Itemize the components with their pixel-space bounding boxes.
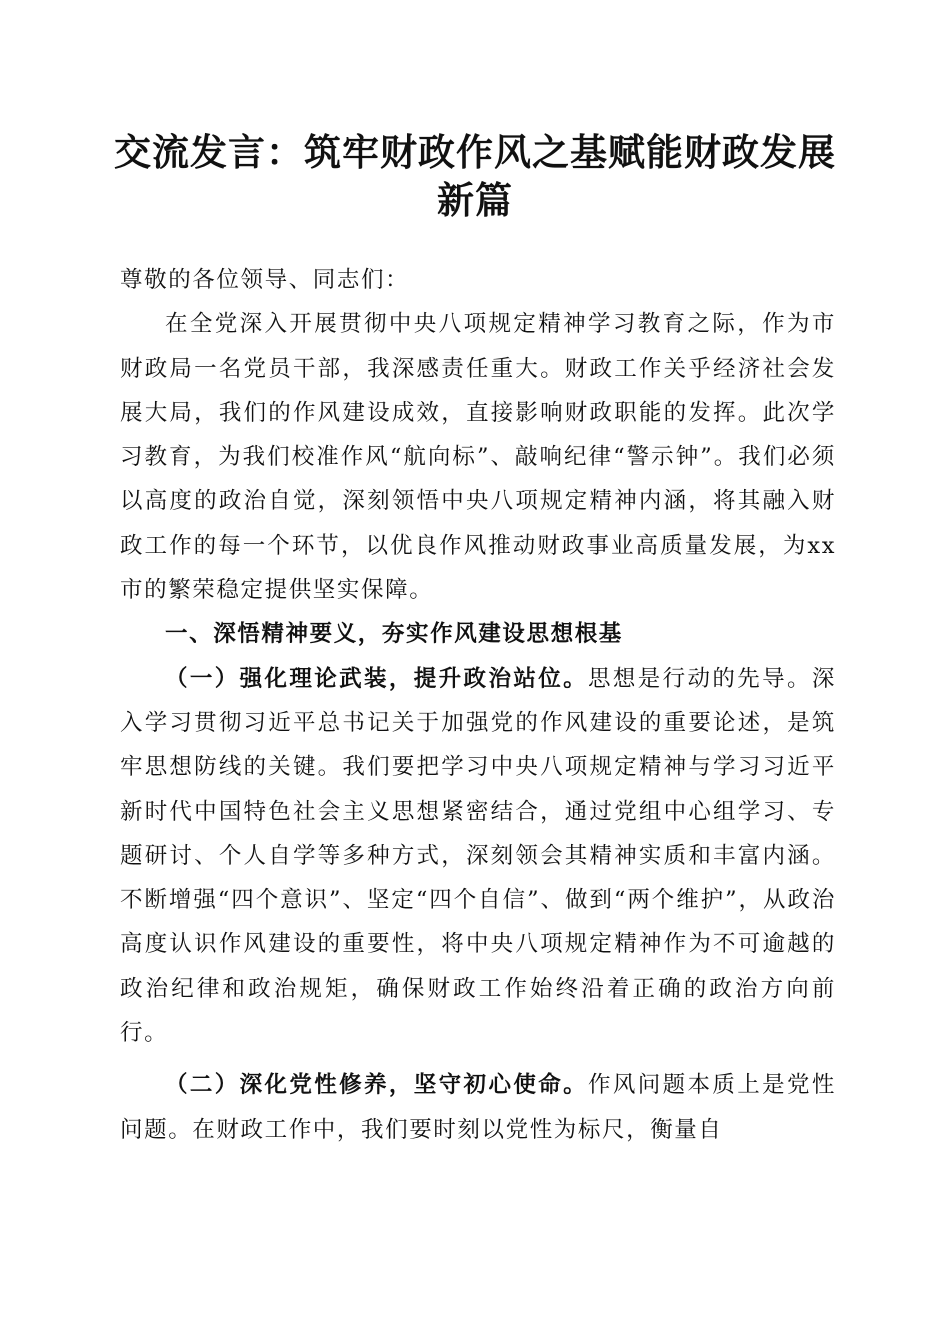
- document-body: [120, 258, 836, 1152]
- subsection-text-1: 思想是行动的先导。深入学习贯彻习近平总书记关于加强党的作风建设的重要论述，是筑牢思想防线的关键。我们要把学习中央八项规定精神与学习习近平新时代中国特色社会主义思想紧密结合，通过党组中心组学习、专题研讨、个人自学等多种方式，深刻领会其精神实质和丰富内涵。不断增强“四个意识”、坚定“四个自信”、做到“两个维护”，从政治高度认识作风建设的重要性，将中央八项规定精神作为不可逾越的政治纪律和政治规矩，确保财政工作始终沿着正确的政治方向前行。: [120, 665, 836, 1047]
- paragraph-gap: [120, 1055, 836, 1063]
- subsection-paragraph-1: [120, 657, 836, 1056]
- subsection-text-2: 作风问题本质上是党性问题。在财政工作中，我们要时刻以党性为标尺，衡量自: [120, 1072, 836, 1143]
- subsection-heading-1: （一）强化理论武装，提升政治站位。: [165, 665, 588, 692]
- document-title: 交流发言：筑牢财政作风之基赋能财政发展新篇: [114, 130, 836, 222]
- section-heading-1: 一、深悟精神要义，夯实作风建设思想根基: [165, 621, 623, 648]
- subsection-paragraph-2: [120, 1063, 836, 1152]
- subsection-heading-2: （二）深化党性修养，坚守初心使命。: [165, 1072, 588, 1099]
- salutation: 尊敬的各位领导、同志们：: [120, 267, 410, 293]
- intro-paragraph: 在全党深入开展贯彻中央八项规定精神学习教育之际，作为市财政局一名党员干部，我深感责任重大。财政工作关乎经济社会发展大局，我们的作风建设成效，直接影响财政职能的发挥。此次学习教育，为我们校准作风“航向标”、敲响纪律“警示钟”。我们必须以高度的政治自觉，深刻领悟中央八项规定精神内涵，将其融入财政工作的每一个环节，以优良作风推动财政事业高质量发展，为xx市的繁荣稳定提供坚实保障。: [120, 311, 836, 604]
